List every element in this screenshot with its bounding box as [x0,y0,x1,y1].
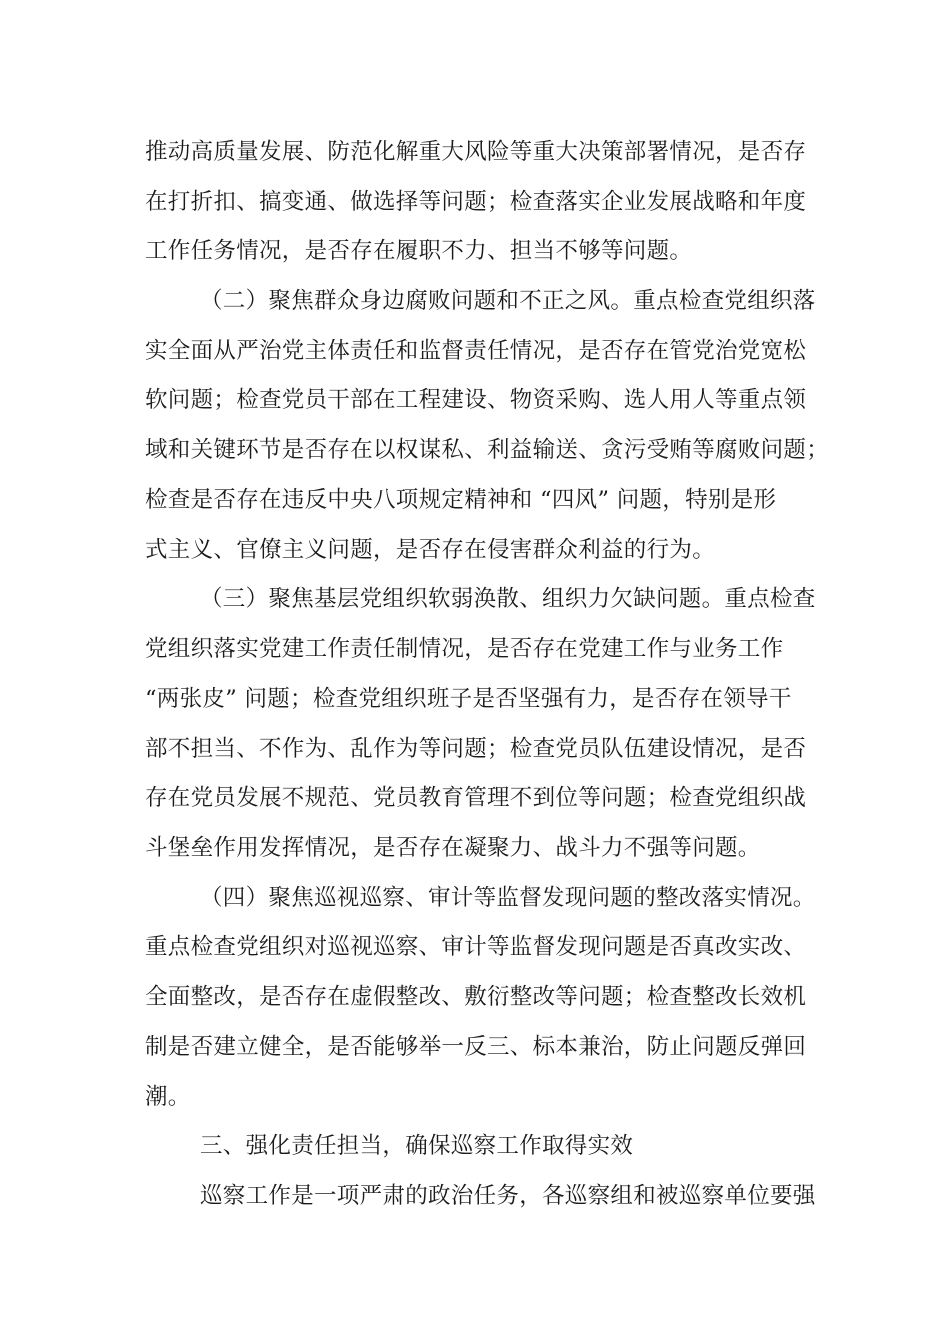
text-line: 巡察工作是一项严肃的政治任务，各巡察组和被巡察单位要强 [200,1183,816,1209]
text-line: 重点检查党组织对巡视巡察、审计等监督发现问题是否真改实改、 [145,934,807,960]
text-line: 全面整改，是否存在虚假整改、敷衍整改等问题；检查整改长效机 [145,984,807,1010]
paragraph-3-heading-line: （三）聚焦基层党组织软弱涣散、组织力欠缺问题。重点检查 [200,586,816,612]
text-line: 软问题；检查党员干部在工程建设、物资采购、选人用人等重点领 [145,387,807,413]
text-line: 潮。 [145,1084,191,1110]
text-line: 域和关键环节是否存在以权谋私、利益输送、贪污受贿等腐败问题； [145,437,830,463]
text-line: 工作任务情况，是否存在履职不力、担当不够等问题。 [145,238,693,264]
text-line: 式主义、官僚主义问题，是否存在侵害群众利益的行为。 [145,537,716,563]
text-line: 检查是否存在违反中央八项规定精神和 “四风” 问题，特别是形 [145,487,777,513]
text-line: 党组织落实党建工作责任制情况，是否存在党建工作与业务工作 [145,636,784,662]
text-line: 部不担当、不作为、乱作为等问题；检查党员队伍建设情况，是否 [145,736,807,762]
paragraph-4-heading-line: （四）聚焦巡视巡察、审计等监督发现问题的整改落实情况。 [200,885,816,911]
text-line: 推动高质量发展、防范化解重大风险等重大决策部署情况，是否存 [145,139,807,165]
paragraph-2-heading-line: （二）聚焦群众身边腐败问题和不正之风。重点检查党组织落 [200,288,816,314]
text-line: “两张皮” 问题；检查党组织班子是否坚强有力，是否存在领导干 [145,686,792,712]
text-line: 存在党员发展不规范、党员教育管理不到位等问题；检查党组织战 [145,785,807,811]
text-line: 实全面从严治党主体责任和监督责任情况，是否存在管党治党宽松 [145,338,807,364]
section-heading: 三、强化责任担当，确保巡察工作取得实效 [200,1133,634,1159]
text-line: 在打折扣、搞变通、做选择等问题；检查落实企业发展战略和年度 [145,189,807,215]
text-line: 制是否建立健全，是否能够举一反三、标本兼治，防止问题反弹回 [145,1034,807,1060]
text-line: 斗堡垒作用发挥情况，是否存在凝聚力、战斗力不强等问题。 [145,835,761,861]
